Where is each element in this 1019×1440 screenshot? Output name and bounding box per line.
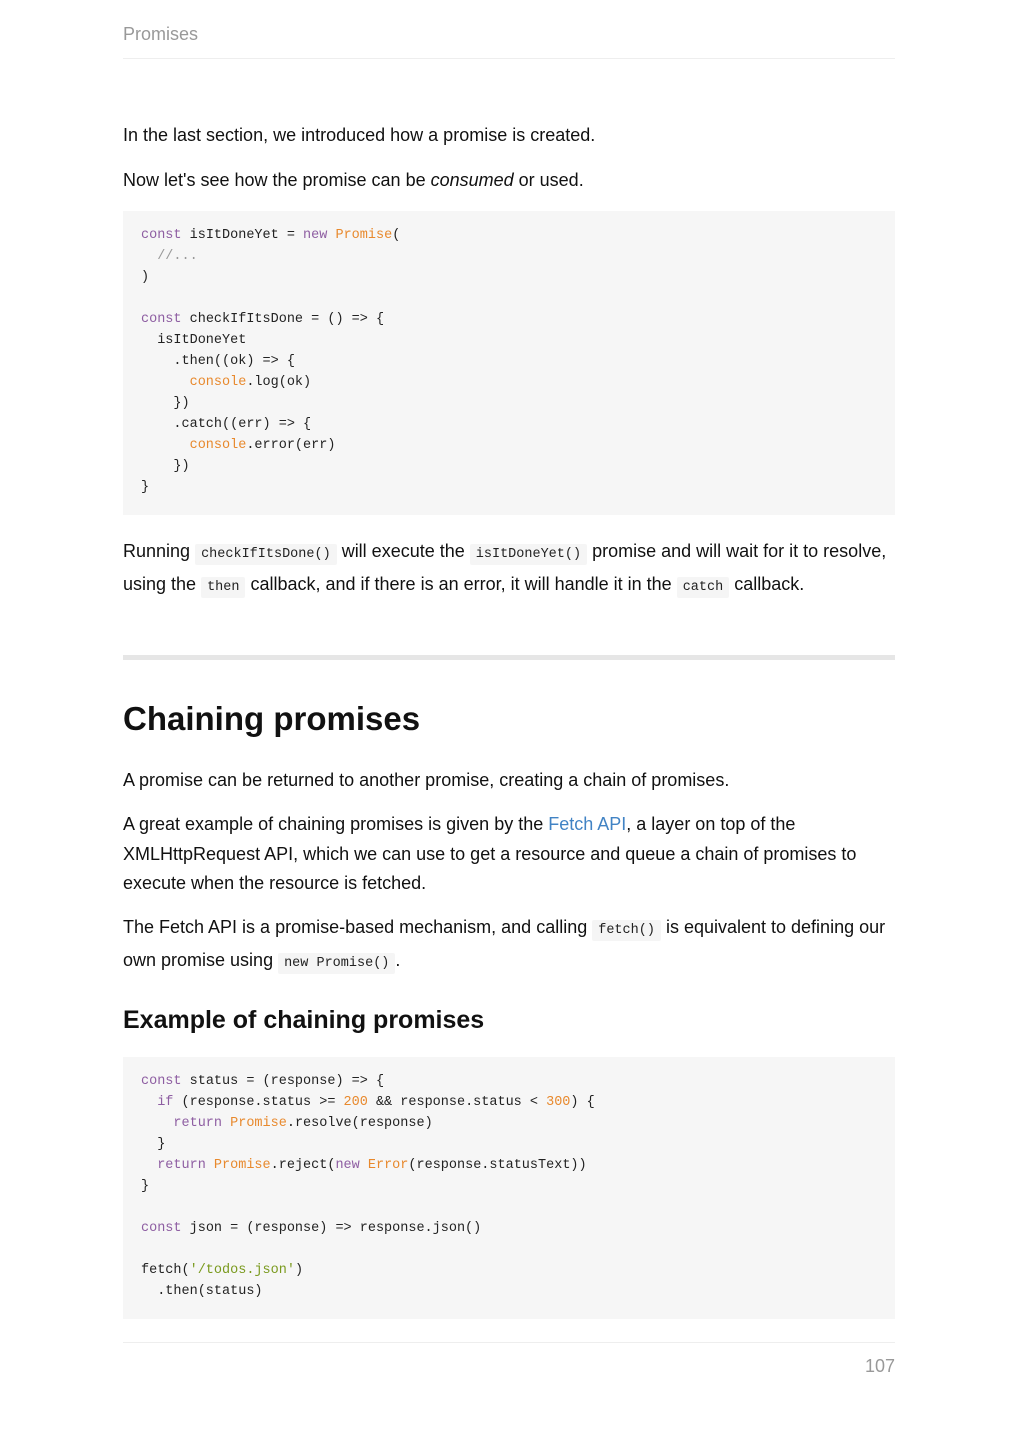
- intro-p2-text: Now let's see how the promise can be: [123, 170, 431, 190]
- code-line: }: [141, 1137, 166, 1152]
- inline-code: checkIfItsDone(): [195, 544, 337, 565]
- chaining-paragraph-1: A promise can be returned to another promise, creating a chain of promises.: [123, 770, 730, 790]
- running-header: Promises: [123, 24, 199, 44]
- code-block-chaining: [123, 1057, 895, 1319]
- code-line-blank: [141, 1197, 877, 1218]
- intro-paragraph-2: [123, 166, 895, 196]
- inline-code: fetch(): [592, 920, 661, 941]
- code-line: .catch((err) => {: [141, 417, 312, 432]
- intro-p2-text-end: or used.: [513, 170, 584, 190]
- code-line: isItDoneYet: [141, 333, 247, 348]
- inline-code: catch: [677, 577, 730, 598]
- code-line: const status = (response) => {: [141, 1074, 385, 1089]
- code-line: .then(status): [141, 1284, 263, 1299]
- code-line: }): [141, 396, 190, 411]
- code-line-blank: [141, 288, 877, 309]
- intro-p2-emphasis: consumed: [430, 170, 514, 190]
- section-heading: Chaining promises: [123, 700, 421, 737]
- code-block-consume: [123, 211, 895, 515]
- code-line: }: [141, 480, 150, 495]
- code-line: }: [141, 1179, 150, 1194]
- section-divider: [123, 655, 895, 660]
- subsection-heading: Example of chaining promises: [123, 1006, 485, 1034]
- fetch-api-link[interactable]: Fetch API: [548, 814, 627, 834]
- code-line: ): [141, 270, 150, 285]
- code-line: return Promise.resolve(response): [173, 1116, 433, 1131]
- code-line-blank: [141, 1239, 877, 1260]
- intro-paragraph-1: In the last section, we introduced how a promise is created.: [123, 125, 596, 145]
- code-line: const isItDoneYet = new Promise(: [141, 228, 401, 243]
- code-line: console.error(err): [189, 438, 336, 453]
- inline-code: then: [201, 577, 245, 598]
- code-line: if (response.status >= 200 && response.status < 300) {: [157, 1095, 595, 1110]
- code-line: fetch('/todos.json'): [141, 1263, 304, 1278]
- header-divider: [123, 58, 895, 59]
- chaining-paragraph-2: A great example of chaining promises is given by the Fetch API, a layer on top of the XMLHttpRequest API, which we can use to get a resource and queue a chain of promises to execute when the resource is fetched.: [123, 814, 857, 893]
- inline-code: isItDoneYet(): [470, 544, 587, 565]
- footer-divider: [123, 1342, 895, 1343]
- chaining-paragraph-3: The Fetch API is a promise-based mechanism, and calling fetch() is equivalent to defining our own promise using new Promise() .: [123, 913, 895, 978]
- code-line: console.log(ok): [189, 375, 312, 390]
- page-number: 107: [864, 1356, 895, 1376]
- code-line: const checkIfItsDone = () => {: [141, 312, 385, 327]
- inline-code: new Promise(): [278, 953, 395, 974]
- code-line: const json = (response) => response.json(): [141, 1221, 482, 1236]
- code-line: return Promise.reject(new Error(response.statusText)): [157, 1158, 587, 1173]
- code-line: }): [141, 459, 190, 474]
- code-line: //...: [157, 249, 198, 264]
- code-line: .then((ok) => {: [141, 354, 295, 369]
- running-paragraph: Running checkIfItsDone() will execute the isItDoneYet() promise and will wait for it to resolve, using the then callback, and if there is an error, it will handle it in the catch callback.: [123, 537, 895, 602]
